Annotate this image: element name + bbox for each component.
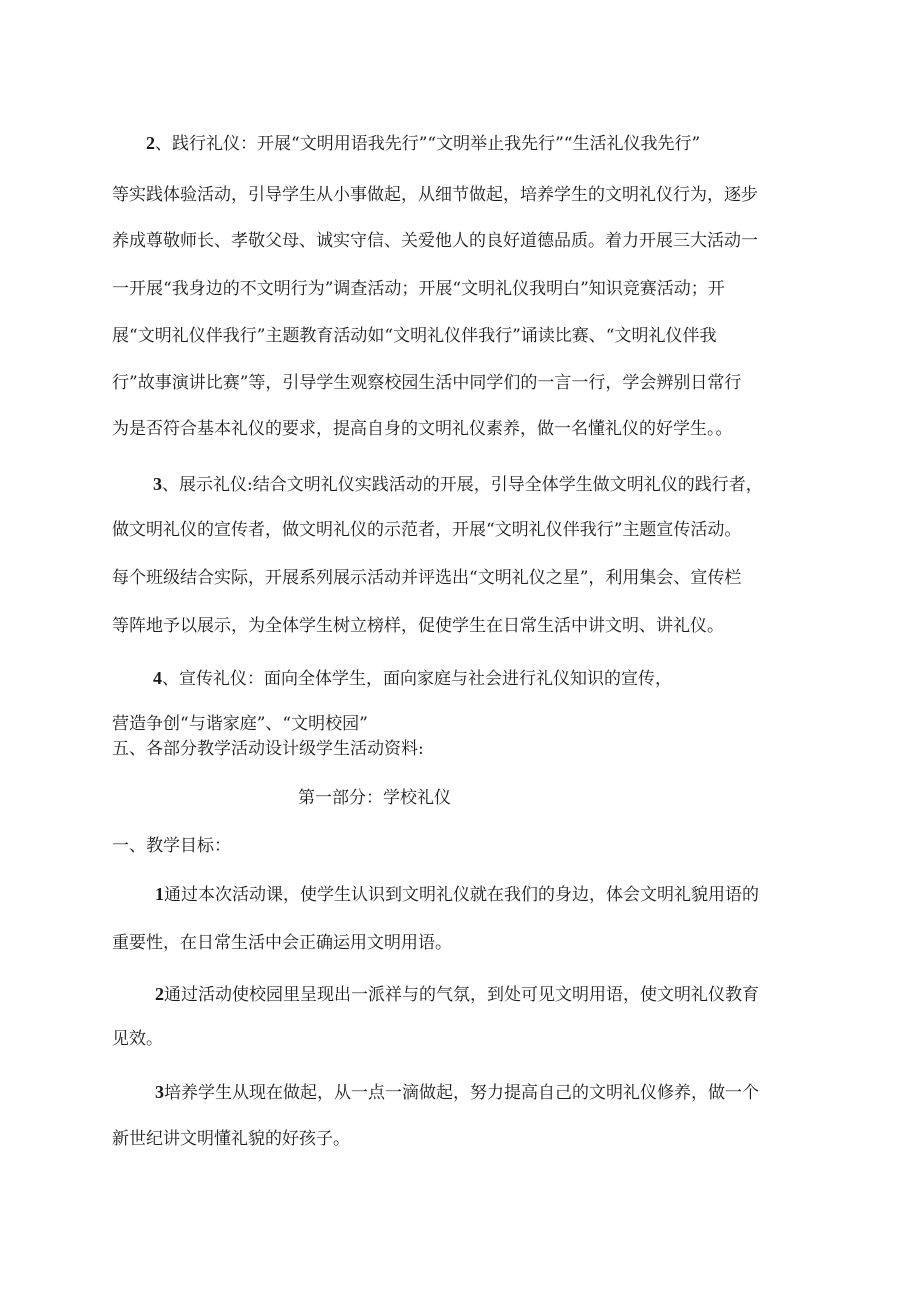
section2-line-6: 行”故事演讲比赛”等，引导学生观察校园生活中同学们的一言一行，学会辨别日常行 xyxy=(112,373,742,393)
section4-number: 4 xyxy=(153,668,162,688)
goal1-line-1: 1通过本次活动课，使学生认识到文明礼仪就在我们的身边，体会文明礼貌用语的 xyxy=(155,884,759,905)
goal1-number: 1 xyxy=(155,884,164,904)
goal3-line-1: 3培养学生从现在做起，从一点一滴做起，努力提高自己的文明礼仪修养，做一个 xyxy=(155,1082,759,1103)
heading-five: 五、各部分教学活动设计级学生活动资料: xyxy=(112,739,424,759)
section2-line-4: 一开展“我身边的不文明行为”调查活动；开展“文明礼仪我明白”知识竞赛活动；开 xyxy=(112,279,725,299)
section2-line-5: 展“文明礼仪伴我行”主题教育活动如“文明礼仪伴我行”诵读比赛、“文明礼仪伴我 xyxy=(112,326,717,346)
goal1-line-2: 重要性，在日常生活中会正确运用文明用语。 xyxy=(112,933,452,953)
section2-line-3: 养成尊敬师长、孝敬父母、诚实守信、关爱他人的良好道德品质。着力开展三大活动一 xyxy=(112,231,758,251)
section3-line-3: 每个班级结合实际，开展系列展示活动并评选出“文明礼仪之星”，利用集会、宣传栏 xyxy=(112,568,742,588)
section2-number: 2 xyxy=(146,133,155,153)
section3-line-2: 做文明礼仪的宣传者，做文明礼仪的示范者，开展“文明礼仪伴我行”主题宣传活动。 xyxy=(112,520,742,540)
section4-line-2: 营造争创“与谐家庭”、“文明校园” xyxy=(112,714,368,734)
goal2-line-2: 见效。 xyxy=(112,1029,163,1049)
section2-line-7: 为是否符合基本礼仪的要求，提高自身的文明礼仪素养，做一名懂礼仪的好学生。。 xyxy=(112,419,733,439)
section4-line-1: 4、宣传礼仪：面向全体学生，面向家庭与社会进行礼仪知识的宣传， xyxy=(153,668,672,689)
part-title: 第一部分：学校礼仪 xyxy=(298,788,451,808)
goal2-line-1: 2通过活动使校园里呈现出一派祥与的气氛，到处可见文明用语，使文明礼仪教育 xyxy=(155,984,759,1005)
section3-line-4: 等阵地予以展示，为全体学生树立榜样，促使学生在日常生活中讲文明、讲礼仪。 xyxy=(112,616,724,636)
goals-heading: 一、教学目标： xyxy=(112,836,231,856)
goal2-number: 2 xyxy=(155,984,164,1004)
section3-line-1: 3、展示礼仪:结合文明礼仪实践活动的开展，引导全体学生做文明礼仪的践行者， xyxy=(153,474,763,495)
section3-number: 3 xyxy=(153,474,162,494)
goal3-line-2: 新世纪讲文明懂礼貌的好孩子。 xyxy=(112,1129,350,1149)
section2-line-1: 2、践行礼仪：开展“文明用语我先行”“文明举止我先行”“生活礼仪我先行” xyxy=(146,133,701,154)
goal3-number: 3 xyxy=(155,1082,164,1102)
section2-line-2: 等实践体验活动，引导学生从小事做起，从细节做起，培养学生的文明礼仪行为，逐步 xyxy=(112,185,758,205)
